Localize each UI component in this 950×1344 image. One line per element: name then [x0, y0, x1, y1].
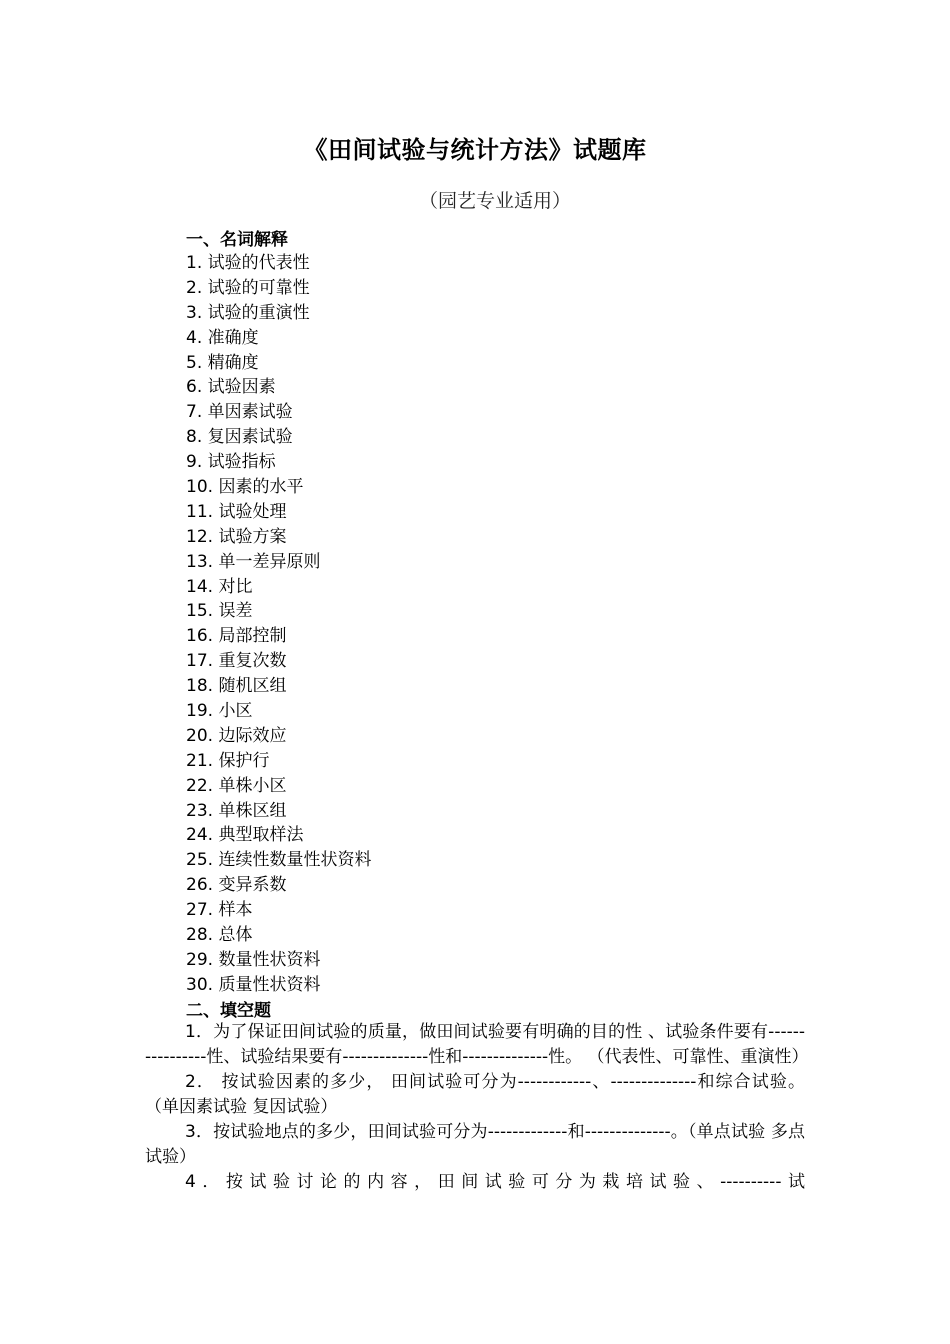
list-item: 22. 单株小区	[186, 775, 287, 796]
list-item: 15. 误差	[186, 601, 253, 622]
question-item: 4．按试验讨论的内容，田间试验可分为栽培试验、----------试	[185, 1172, 805, 1192]
list-item: 9. 试验指标	[186, 452, 276, 473]
list-item: 19. 小区	[186, 701, 253, 722]
list-item: 17. 重复次数	[186, 651, 287, 672]
list-item: 23. 单株区组	[186, 800, 287, 821]
list-item: 20. 边际效应	[186, 725, 287, 746]
question-item: 1．为了保证田间试验的质量，做田间试验要有明确的目的性 、试验条件要有----------------性、试验结果要有--------------性和--------------性。 （代表性、可靠性、重演性）	[145, 1022, 809, 1067]
list-item: 6. 试验因素	[186, 377, 276, 398]
document-subtitle: （园艺专业适用）	[418, 190, 571, 212]
list-item: 30. 质量性状资料	[186, 974, 321, 995]
question-item: 2． 按试验因素的多少， 田间试验可分为------------、--------------和综合试验。 （单因素试验 复因试验）	[145, 1072, 805, 1117]
list-item: 5. 精确度	[186, 352, 259, 373]
list-item: 16. 局部控制	[186, 626, 287, 647]
list-item: 4. 准确度	[186, 327, 259, 348]
list-item: 11. 试验处理	[186, 501, 287, 522]
list-item: 10. 因素的水平	[186, 477, 304, 498]
list-item: 28. 总体	[186, 925, 253, 946]
list-item: 18. 随机区组	[186, 676, 287, 697]
list-item: 25. 连续性数量性状资料	[186, 850, 372, 871]
list-item: 8. 复因素试验	[186, 427, 293, 448]
list-item: 14. 对比	[186, 576, 253, 597]
list-item: 13. 单一差异原则	[186, 551, 321, 572]
list-item: 12. 试验方案	[186, 526, 287, 547]
list-item: 24. 典型取样法	[186, 825, 304, 846]
list-item: 26. 变异系数	[186, 875, 287, 896]
fill-in-questions	[145, 1020, 809, 1195]
list-item: 7. 单因素试验	[186, 402, 293, 423]
term-list	[186, 251, 371, 998]
question-item: 3．按试验地点的多少，田间试验可分为-------------和--------------。（单点试验 多点试验）	[145, 1122, 805, 1167]
list-item: 27. 样本	[186, 900, 253, 921]
list-item: 3. 试验的重演性	[186, 302, 310, 323]
section-heading-definitions: 一、名词解释	[186, 230, 288, 250]
list-item: 2. 试验的可靠性	[186, 277, 310, 298]
list-item: 21. 保护行	[186, 750, 270, 771]
document-title: 《田间试验与统计方法》试题库	[303, 136, 647, 164]
list-item: 1. 试验的代表性	[186, 253, 310, 273]
list-item: 29. 数量性状资料	[186, 949, 321, 970]
section-heading-fill-in: 二、填空题	[186, 1001, 271, 1021]
